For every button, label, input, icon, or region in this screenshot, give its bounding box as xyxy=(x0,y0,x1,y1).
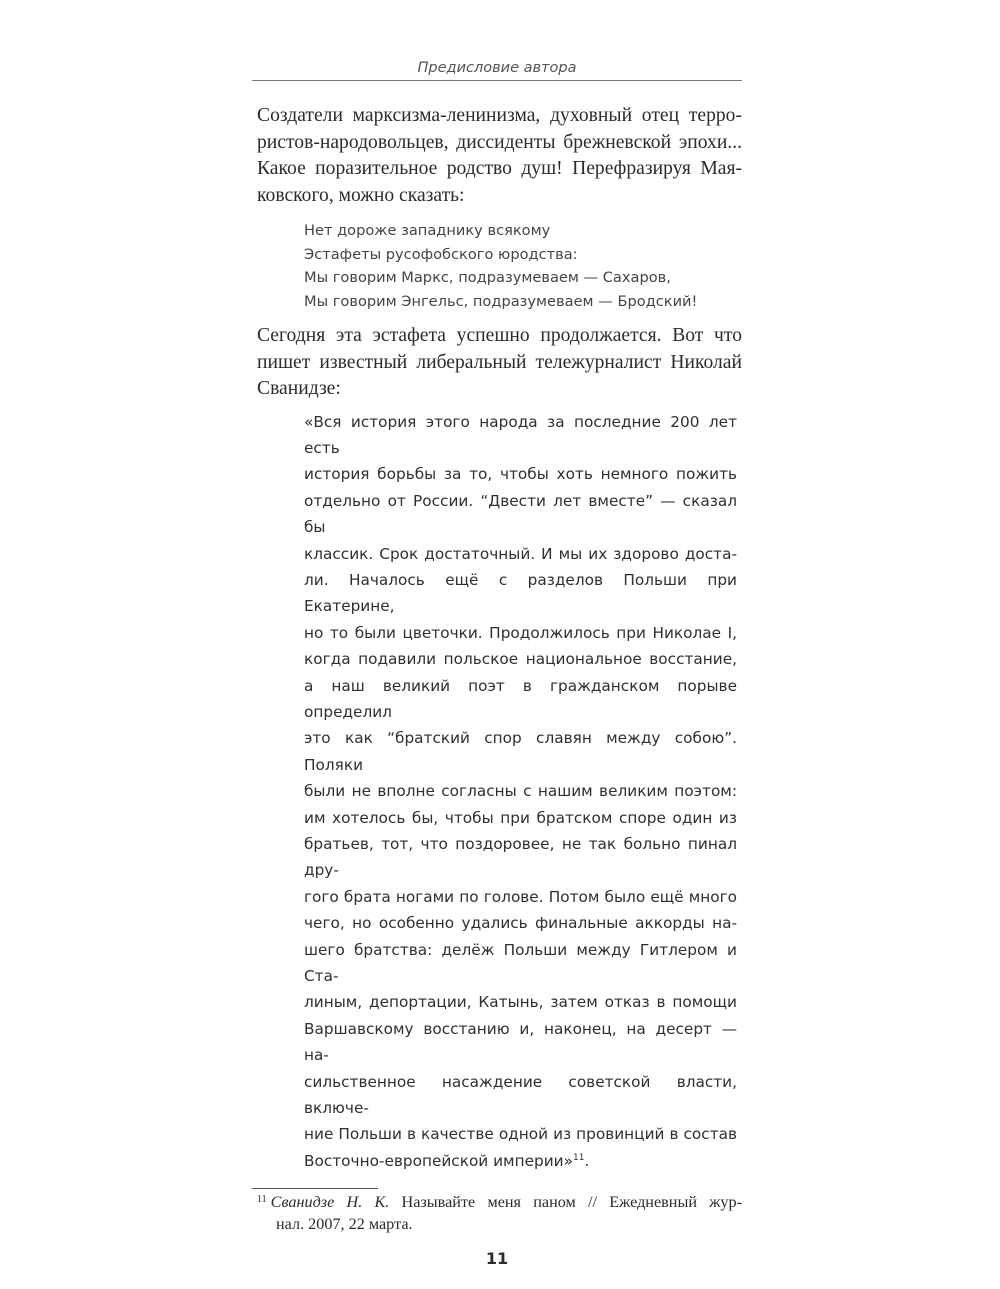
quote-line: были не вполне согласны с нашим великим поэтом: xyxy=(304,782,737,801)
quote-line: история борьбы за то, чтобы хоть немного пожить xyxy=(304,465,737,484)
quote-line: классик. Срок достаточный. И мы их здорово доста- xyxy=(304,544,737,563)
text-line: ристов-народовольцев, диссиденты брежневской эпохи... xyxy=(257,131,742,153)
footnote-title: Называйте меня паном // Ежедневный жур- xyxy=(401,1193,743,1212)
header-rule xyxy=(252,80,742,81)
quote-line: сильственное насаждение советской власти, включе- xyxy=(304,1072,737,1118)
quote-line: гого брата ногами по голове. Потом было ещё много xyxy=(304,887,737,906)
footnote-line xyxy=(257,1192,742,1214)
text-line: Сегодня эта эстафета успешно продолжается. Вот что xyxy=(257,325,742,346)
poem-line: Эстафеты русофобского юродства: xyxy=(304,245,578,263)
text-line: Создатели марксизма-ленинизма, духовный отец терро- xyxy=(257,105,742,126)
quote-line: Восточно-европейской империи» xyxy=(304,1151,573,1170)
quote-line: а наш великий поэт в гражданском порыве определил xyxy=(304,676,737,721)
running-head: Предисловие автора xyxy=(417,60,577,76)
text-line: ковского, можно сказать: xyxy=(257,184,465,206)
page-number: 11 xyxy=(485,1249,509,1269)
quote-line: но то были цветочки. Продолжилось при Николае I, xyxy=(304,623,737,642)
quote-line: когда подавили польское национальное восстание, xyxy=(304,650,737,669)
quote-line: отдельно от России. “Двести лет вместе” — сказал бы xyxy=(304,491,737,537)
footnote-rule xyxy=(252,1188,378,1189)
footnote xyxy=(257,1192,742,1235)
quote-line: Варшавскому восстанию и, наконец, на десерт — на- xyxy=(304,1019,737,1065)
text-line: Какое поразительное родство душ! Перефразируя Мая- xyxy=(257,158,742,179)
quote-line: ли. Началось ещё с разделов Польши при Екатерине, xyxy=(304,570,737,616)
quote-line: чего, но особенно удались финальные аккорды на- xyxy=(304,914,737,933)
block-quote xyxy=(304,409,737,1175)
poem-quote xyxy=(304,219,742,313)
quote-last-line xyxy=(304,1148,737,1174)
paragraph-intro xyxy=(257,103,742,209)
quote-line: это как “братский спор славян между собою”. Поляки xyxy=(304,729,737,774)
text-line: Сванидзе: xyxy=(257,378,341,399)
quote-line: им хотелось бы, чтобы при братском споре один из xyxy=(304,808,737,827)
quote-line: «Вся история этого народа за последние 200 лет есть xyxy=(304,412,737,457)
quote-line: линым, депортации, Катынь, затем отказ в помощи xyxy=(304,993,737,1012)
book-page xyxy=(252,0,742,1289)
quote-line: шего братства: делёж Польши между Гитлером и Ста- xyxy=(304,940,737,986)
quote-end-punctuation: . xyxy=(584,1151,590,1170)
quote-line: ние Польши в качестве одной из провинций в состав xyxy=(304,1125,737,1144)
paragraph-svanidze-intro xyxy=(257,323,742,403)
footnote-line: нал. 2007, 22 марта. xyxy=(276,1214,413,1233)
footnote-author: Сванидзе Н. К. xyxy=(270,1193,390,1212)
text-line: пишет известный либеральный тележурналист Николай xyxy=(257,351,742,373)
footnote-mark: 11 xyxy=(257,1194,267,1206)
poem-line: Мы говорим Энгельс, подразумеваем — Бродский! xyxy=(304,292,698,310)
poem-line: Нет дороже западнику всякому xyxy=(304,222,551,239)
poem-line: Мы говорим Маркс, подразумеваем — Сахаров, xyxy=(304,269,671,286)
footnote-reference[interactable]: 11 xyxy=(572,1152,585,1163)
quote-line: братьев, тот, что поздоровее, не так больно пинал дру- xyxy=(304,835,737,880)
